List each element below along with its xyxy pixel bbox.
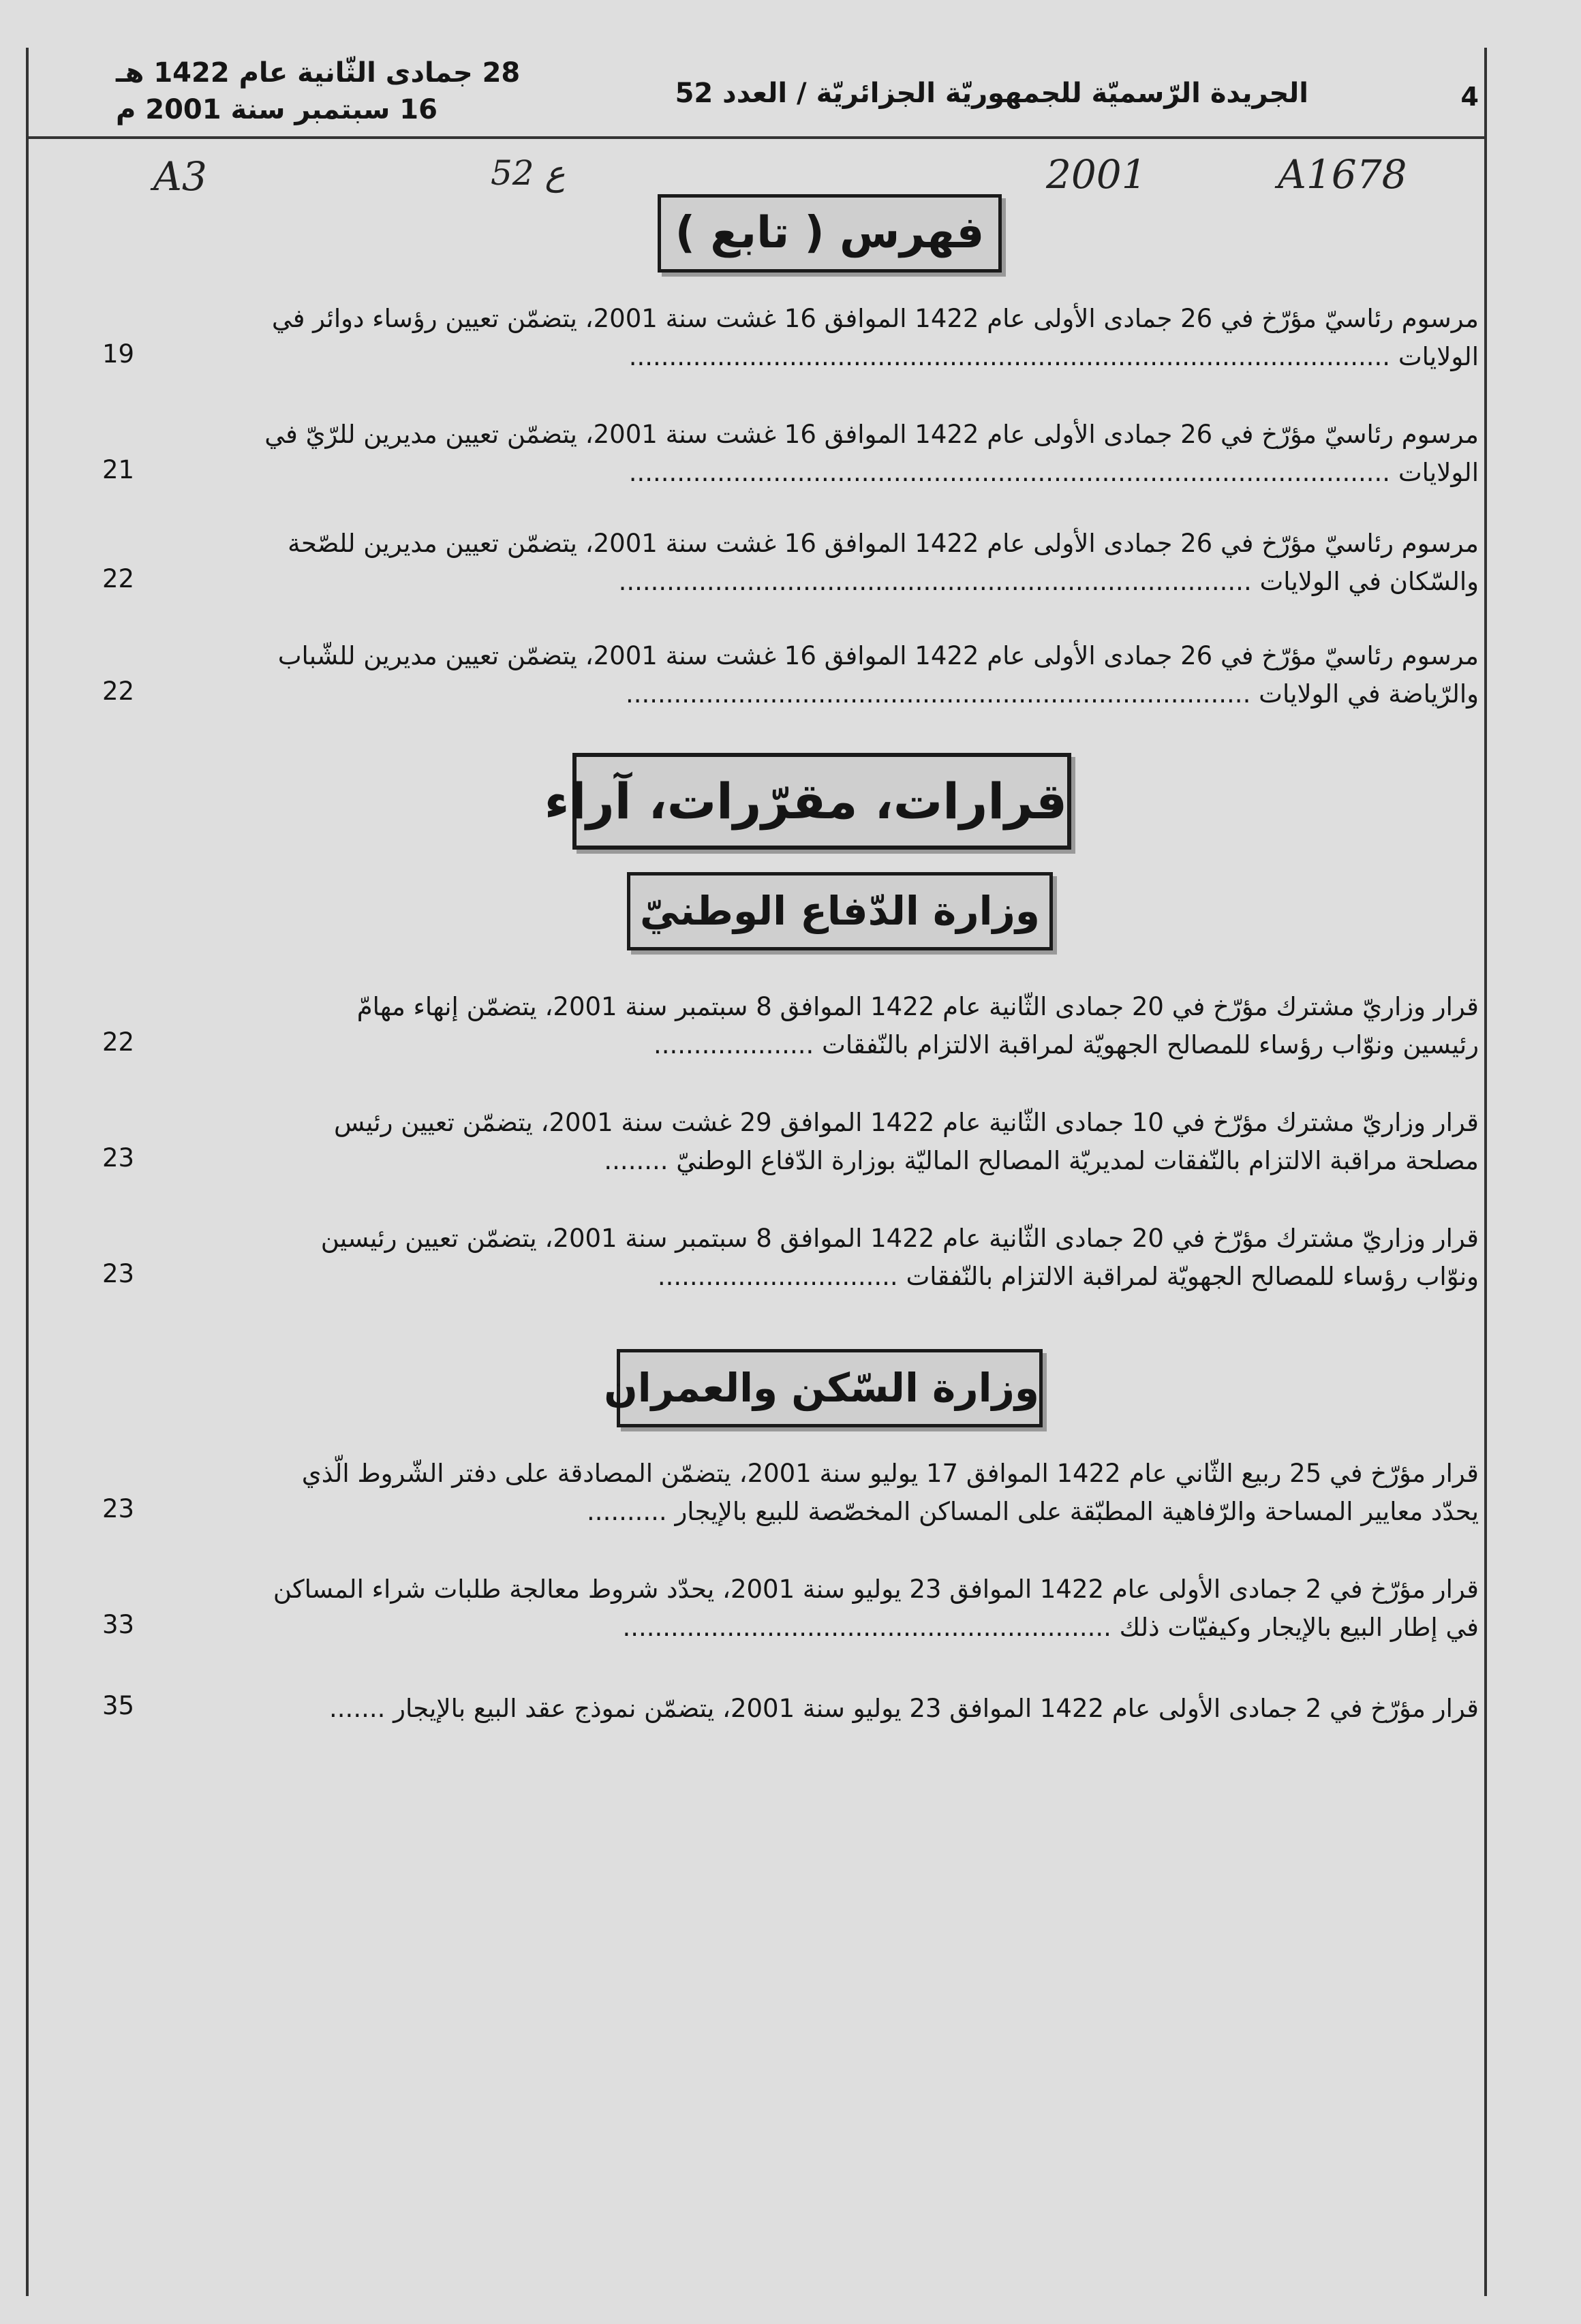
entry-page-number: 22 — [102, 564, 135, 593]
handwritten-annotation: 52 ع — [491, 153, 566, 193]
entry-line: ونوّاب رؤساء للمصالح الجهويّة لمراقبة الالتزام بالنّفقات — [906, 1262, 1479, 1291]
date-hijri: 28 جمادى الثّانية عام 1422 هـ — [116, 57, 521, 89]
entry-page-number: 21 — [102, 455, 135, 484]
leader-dots: ............................................................................................... — [628, 458, 1391, 487]
handwritten-annotation: 2001 — [1046, 151, 1147, 198]
entry-line: الولايات — [1398, 342, 1479, 371]
entry-line: مرسوم رئاسيّ مؤرّخ في 26 جمادى الأولى عام 1422 الموافق 16 غشت سنة 2001، يتضمّن تعيين مديرين للرّيّ في — [264, 420, 1479, 449]
index-entry — [102, 300, 1479, 376]
entry-line: قرار وزاريّ مشترك مؤرّخ في 10 جمادى الثّانية عام 1422 الموافق 29 غشت سنة 2001، يتضمّن تعيين رئيس — [334, 1108, 1479, 1137]
leader-dots: ............................................................................... — [618, 567, 1252, 596]
index-entry — [102, 1455, 1479, 1531]
entry-page-number: 22 — [102, 1027, 135, 1057]
index-entry — [102, 1570, 1479, 1647]
entry-page-number: 33 — [102, 1610, 135, 1639]
leader-dots: .............................................................................. — [625, 679, 1251, 709]
leader-dots: ........ — [604, 1146, 669, 1175]
section-heading-defense-ministry: وزارة الدّفاع الوطنيّ — [627, 872, 1053, 950]
leader-dots: ....... — [329, 1694, 386, 1723]
entry-page-number: 23 — [102, 1494, 135, 1523]
entry-page-number: 35 — [102, 1691, 135, 1720]
page-border-left — [26, 48, 29, 2296]
index-entry — [102, 416, 1479, 492]
index-entry — [102, 1690, 1479, 1728]
page-header — [27, 48, 1486, 139]
entry-line: في إطار البيع بالإيجار وكيفيّات ذلك — [1119, 1613, 1479, 1642]
entry-line: قرار مؤرّخ في 25 ربيع الثّاني عام 1422 الموافق 17 يوليو سنة 2001، يتضمّن المصادقة على دفتر الشّروط الّذي — [301, 1459, 1479, 1488]
entry-line: قرار وزاريّ مشترك مؤرّخ في 20 جمادى الثّانية عام 1422 الموافق 8 سبتمبر سنة 2001، يتضمّن إنهاء مهامّ — [356, 992, 1479, 1021]
entry-line: رئيسين ونوّاب رؤساء للمصالح الجهويّة لمراقبة الالتزام بالنّفقات — [822, 1030, 1479, 1059]
entry-line: والسّكان في الولايات — [1259, 567, 1479, 596]
entry-line: قرار مؤرّخ في 2 جمادى الأولى عام 1422 الموافق 23 يوليو سنة 2001، يحدّد شروط معالجة طلبات شراء المساكن — [273, 1575, 1479, 1604]
date-gregorian: 16 سبتمبر سنة 2001 م — [116, 94, 438, 125]
leader-dots: ............................................................. — [622, 1613, 1111, 1642]
entry-line: مرسوم رئاسيّ مؤرّخ في 26 جمادى الأولى عام 1422 الموافق 16 غشت سنة 2001، يتضمّن تعيين رؤساء دوائر في — [271, 304, 1479, 333]
handwritten-annotation: A3 — [153, 153, 207, 200]
entry-line: مرسوم رئاسيّ مؤرّخ في 26 جمادى الأولى عام 1422 الموافق 16 غشت سنة 2001، يتضمّن تعيين مديرين للصّحة — [288, 529, 1479, 558]
entry-page-number: 19 — [102, 339, 135, 369]
entry-line: قرار مؤرّخ في 2 جمادى الأولى عام 1422 الموافق 23 يوليو سنة 2001، يتضمّن نموذج عقد البيع بالإيجار — [393, 1694, 1479, 1723]
journal-issue-title: الجريدة الرّسميّة للجمهوريّة الجزائريّة / العدد 52 — [675, 78, 1308, 109]
entry-line: والرّياضة في الولايات — [1259, 679, 1479, 709]
leader-dots: .............................. — [657, 1262, 898, 1291]
index-entry — [102, 525, 1479, 601]
entry-page-number: 23 — [102, 1259, 135, 1288]
leader-dots: .................... — [654, 1030, 814, 1059]
leader-dots: ............................................................................................... — [628, 342, 1391, 371]
section-heading-index: فهرس ( تابع ) — [658, 194, 1002, 273]
entry-line: مرسوم رئاسيّ مؤرّخ في 26 جمادى الأولى عام 1422 الموافق 16 غشت سنة 2001، يتضمّن تعيين مديرين للشّباب — [277, 641, 1479, 670]
index-entry — [102, 1220, 1479, 1296]
handwritten-annotation: A1678 — [1278, 151, 1407, 198]
index-entry — [102, 988, 1479, 1064]
page-border-right — [1484, 48, 1487, 2296]
index-entry — [102, 637, 1479, 713]
entry-page-number: 23 — [102, 1143, 135, 1173]
entry-line: قرار وزاريّ مشترك مؤرّخ في 20 جمادى الثّانية عام 1422 الموافق 8 سبتمبر سنة 2001، يتضمّن تعيين رئيسين — [320, 1224, 1479, 1253]
section-heading-decisions: قرارات، مقرّرات، آراء — [572, 753, 1071, 850]
index-entry — [102, 1104, 1479, 1180]
entry-line: مصلحة مراقبة الالتزام بالنّفقات لمديريّة المصالح الماليّة بوزارة الدّفاع الوطنيّ — [676, 1146, 1479, 1175]
entry-line: الولايات — [1398, 458, 1479, 487]
entry-line: يحدّد معايير المساحة والرّفاهية المطبّقة على المساكن المخصّصة للبيع بالإيجار — [675, 1497, 1479, 1526]
section-heading-housing-ministry: وزارة السّكن والعمران — [617, 1349, 1043, 1427]
leader-dots: .......... — [587, 1497, 667, 1526]
page-number: 4 — [1460, 82, 1479, 112]
entry-page-number: 22 — [102, 677, 135, 706]
